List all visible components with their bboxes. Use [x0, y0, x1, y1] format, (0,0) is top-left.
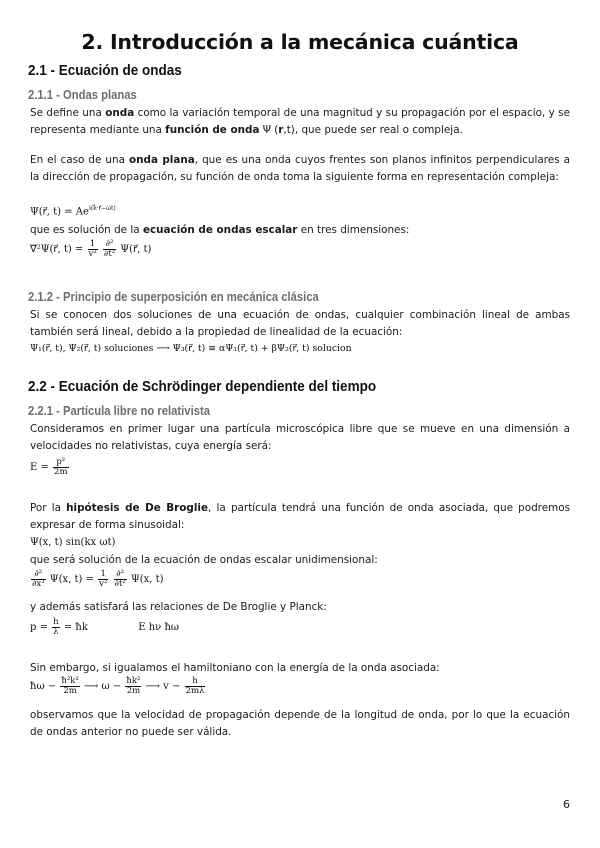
chapter-title: 2. Introducción a la mecánica cuántica: [81, 30, 519, 54]
paragraph-hamiltoniano: Sin embargo, si igualamos el hamiltoniano con la energía de la onda asociada:: [30, 662, 440, 674]
paragraph-superposicion: Si se conocen dos soluciones de una ecuación de ondas, cualquier combinación lineal de ambas también será lineal, debido a la propiedad de linealidad de la ecuación:: [30, 309, 570, 338]
equation-dispersion: ħω − $\frac{\text{ħ²k²}}{2m}$ ⟶ ω − $\frac{\text{ħk²}}{2m}$ ⟶ v − $\frac{h}{2m\lambda}$: [30, 676, 205, 696]
section-heading-2-2: 2.2 - Ecuación de Schrödinger dependiente del tiempo: [28, 378, 377, 395]
page-number: 6: [563, 798, 570, 811]
equation-energia: E = $\frac{\text{p²}}{2m}$: [30, 457, 68, 477]
paragraph-ecuacion-ondas: que es solución de la ecuación de ondas escalar en tres dimensiones:: [30, 224, 410, 236]
equation-ondas-3d: ∇⃗²Ψ(r⃗, t) = $\frac{1}{\text{v²}}$ $\frac{\text{∂²}}{\text{∂t²}}$ Ψ(r⃗, t): [30, 239, 152, 259]
paragraph-onda-definicion: Se define una onda como la variación temporal de una magnitud y su propagación por el espacio, y se representa mediante una función de onda Ψ (r,t), que puede ser real o compleja.: [30, 107, 570, 136]
section-heading-2-1: 2.1 - Ecuación de ondas: [28, 62, 182, 79]
equation-onda-plana: Ψ(r⃗, $t) = Ae^{i(k⃗\cdot r⃗-\omega t)}$: [30, 205, 116, 218]
paragraph-de-broglie: Por la hipótesis de De Broglie, la partícula tendrá una función de onda asociada, que podremos expresar de forma sinusoidal:: [30, 502, 571, 531]
paragraph-onda-plana: En el caso de una onda plana, que es una onda cuyos frentes son planos infinitos perpendiculares a la dirección de propagación, su función de onda toma la siguiente forma en representación compleja:: [30, 154, 571, 183]
subsection-heading-2-1-1: 2.1.1 - Ondas planas: [28, 88, 137, 102]
equation-onda-sinusoidal: Ψ(x, t) sin(kx ωt): [30, 537, 116, 548]
paragraph-conclusion: observamos que la velocidad de propagación depende de la longitud de onda, por lo que la ecuación de ondas anterior no puede ser válida.: [30, 709, 570, 738]
subsection-heading-2-1-2: 2.1.2 - Principio de superposición en mecánica clásica: [28, 290, 319, 304]
paragraph-relaciones: y además satisfará las relaciones de De Broglie y Planck:: [30, 601, 327, 613]
subsection-heading-2-2-1: 2.2.1 - Partícula libre no relativista: [28, 404, 210, 418]
paragraph-solucion-unidimensional: que será solución de la ecuación de ondas escalar unidimensional:: [30, 554, 378, 566]
equation-superposicion: Ψ₁(r⃗, t), Ψ₂(r⃗, t) soluciones ⟶ Ψ₃(r⃗, t) ≡ αΨ₁(r⃗, t) + βΨ₂(r⃗, t) solucion: [30, 343, 352, 354]
paragraph-particula-libre: Consideramos en primer lugar una partícula microscópica libre que se mueve en una dimensión a velocidades no relativistas, cuya energía será:: [30, 423, 570, 452]
equation-ondas-1d: $\frac{\text{∂²}}{\text{∂x²}}$ Ψ(x, t) = $\frac{1}{\text{v²}}$ $\frac{\text{∂²}}{\text{∂t²}}$ Ψ(x, t): [32, 569, 164, 589]
equation-de-broglie-planck: p = $\frac{h}{\lambda}$ = ħk E hν ħω: [30, 617, 180, 637]
